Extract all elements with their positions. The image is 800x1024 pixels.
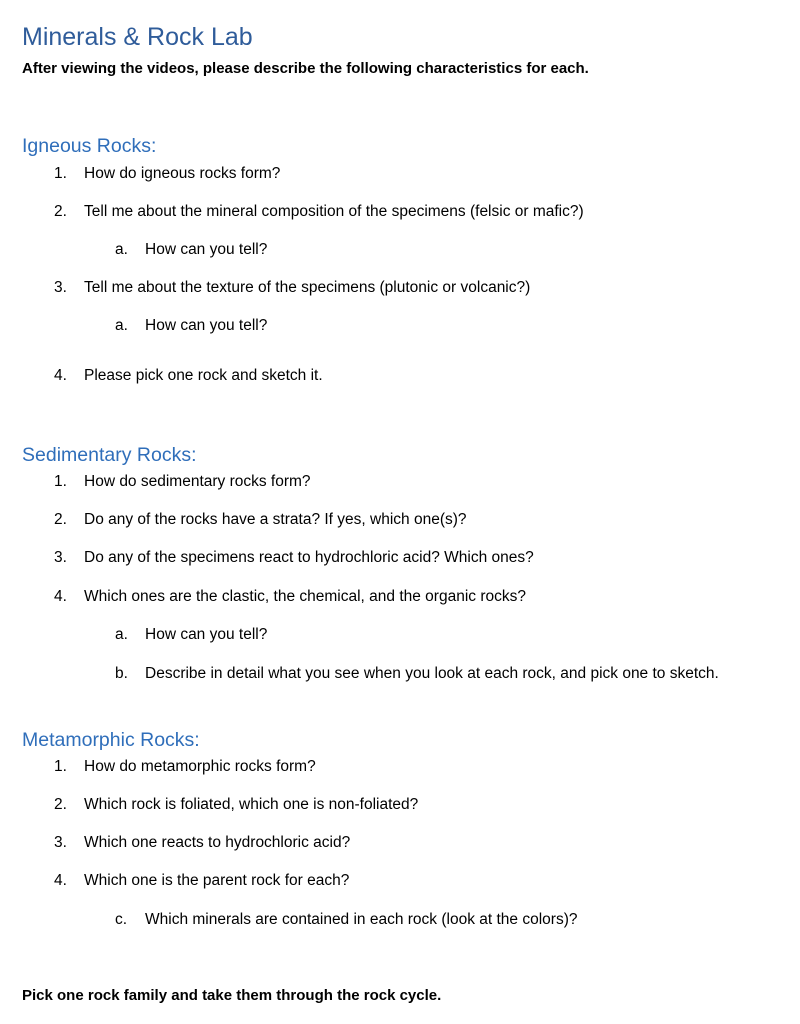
list-marker: 1.: [54, 165, 67, 182]
list-marker: 1.: [54, 473, 67, 490]
section-heading-metamorphic: Metamorphic Rocks:: [22, 729, 200, 751]
list-text: Which one is the parent rock for each?: [84, 872, 350, 889]
list-marker: 3.: [54, 279, 67, 296]
list-text: Please pick one rock and sketch it.: [84, 367, 323, 384]
list-text: How do sedimentary rocks form?: [84, 473, 311, 490]
list-marker: a.: [115, 317, 128, 334]
list-marker: b.: [115, 665, 128, 682]
list-text: Which rock is foliated, which one is non-foliated?: [84, 796, 419, 813]
list-text: How can you tell?: [145, 317, 268, 334]
list-marker: 4.: [54, 872, 67, 889]
list-text: Which ones are the clastic, the chemical, and the organic rocks?: [84, 588, 526, 605]
list-text: Tell me about the mineral composition of the specimens (felsic or mafic?): [84, 203, 584, 220]
list-marker: 2.: [54, 796, 67, 813]
list-marker: 2.: [54, 203, 67, 220]
list-marker: 4.: [54, 367, 67, 384]
list-text: How can you tell?: [145, 241, 268, 258]
list-marker: 3.: [54, 834, 67, 851]
list-marker: 2.: [54, 511, 67, 528]
section-heading-sedimentary: Sedimentary Rocks:: [22, 444, 197, 466]
list-marker: a.: [115, 626, 128, 643]
list-text: Describe in detail what you see when you look at each rock, and pick one to sketch.: [145, 665, 719, 682]
list-marker: 1.: [54, 758, 67, 775]
list-text: Do any of the specimens react to hydrochloric acid? Which ones?: [84, 549, 534, 566]
list-text: How do metamorphic rocks form?: [84, 758, 316, 775]
list-text: How do igneous rocks form?: [84, 165, 281, 182]
list-text: How can you tell?: [145, 626, 268, 643]
section-heading-igneous: Igneous Rocks:: [22, 135, 157, 157]
list-text: Do any of the rocks have a strata? If yes, which one(s)?: [84, 511, 467, 528]
list-marker: c.: [115, 911, 128, 928]
instructions: After viewing the videos, please describe the following characteristics for each.: [22, 60, 589, 77]
list-text: Which minerals are contained in each rock (look at the colors)?: [145, 911, 578, 928]
list-text: Which one reacts to hydrochloric acid?: [84, 834, 351, 851]
page-title: Minerals & Rock Lab: [22, 23, 253, 51]
list-text: Tell me about the texture of the specimens (plutonic or volcanic?): [84, 279, 531, 296]
closing-instruction: Pick one rock family and take them through the rock cycle.: [22, 987, 442, 1004]
list-marker: a.: [115, 241, 128, 258]
list-marker: 4.: [54, 588, 67, 605]
list-marker: 3.: [54, 549, 67, 566]
